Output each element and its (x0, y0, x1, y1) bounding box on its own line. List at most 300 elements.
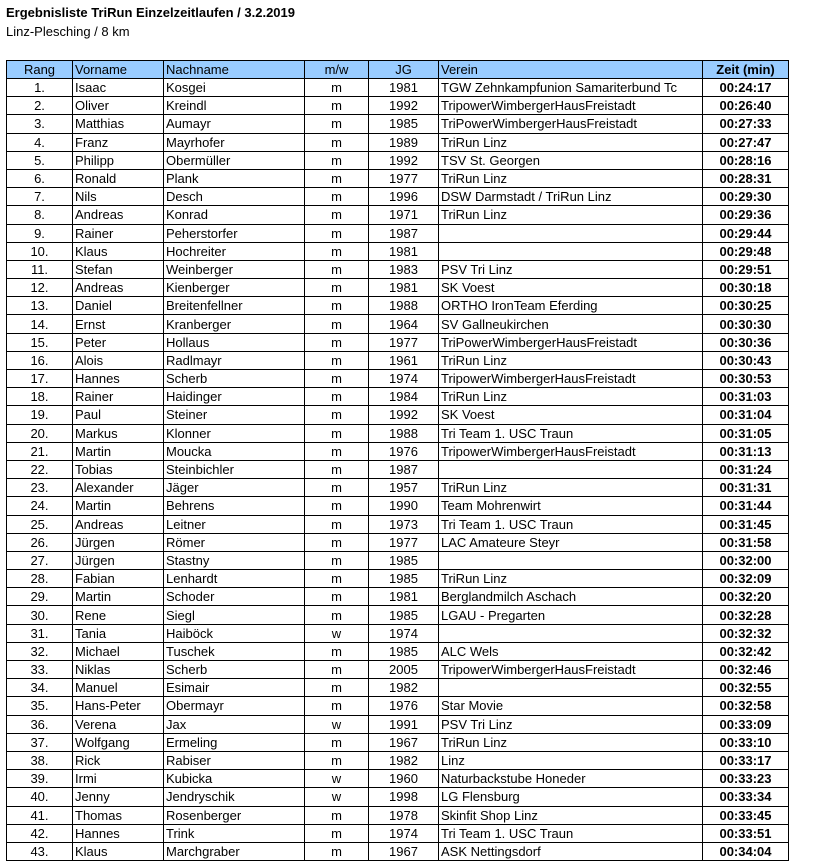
nachname-cell: Aumayr (164, 115, 305, 133)
jahrgang-cell: 1981 (369, 588, 439, 606)
jahrgang-cell: 1974 (369, 824, 439, 842)
rang-cell: 31. (7, 624, 73, 642)
geschlecht-cell: m (305, 824, 369, 842)
vorname-cell: Michael (73, 642, 164, 660)
jahrgang-cell: 1982 (369, 751, 439, 769)
geschlecht-cell: w (305, 788, 369, 806)
nachname-cell: Plank (164, 169, 305, 187)
rang-cell: 3. (7, 115, 73, 133)
zeit-cell: 00:32:42 (703, 642, 789, 660)
geschlecht-cell: w (305, 624, 369, 642)
verein-cell (439, 551, 703, 569)
rang-cell: 25. (7, 515, 73, 533)
rang-cell: 32. (7, 642, 73, 660)
vorname-cell: Rainer (73, 388, 164, 406)
geschlecht-cell: m (305, 806, 369, 824)
geschlecht-cell: m (305, 388, 369, 406)
zeit-cell: 00:33:34 (703, 788, 789, 806)
zeit-cell: 00:29:51 (703, 260, 789, 278)
geschlecht-cell: m (305, 333, 369, 351)
jahrgang-cell: 1982 (369, 679, 439, 697)
jahrgang-cell: 1985 (369, 606, 439, 624)
table-row (7, 97, 789, 115)
nachname-cell: Behrens (164, 497, 305, 515)
geschlecht-cell: m (305, 642, 369, 660)
zeit-cell: 00:31:04 (703, 406, 789, 424)
table-row (7, 370, 789, 388)
vorname-cell: Tobias (73, 460, 164, 478)
jahrgang-cell: 1988 (369, 297, 439, 315)
jahrgang-cell: 1987 (369, 224, 439, 242)
table-row (7, 570, 789, 588)
verein-cell: ALC Wels (439, 642, 703, 660)
vorname-cell: Wolfgang (73, 733, 164, 751)
rang-cell: 8. (7, 206, 73, 224)
table-row (7, 533, 789, 551)
zeit-cell: 00:29:36 (703, 206, 789, 224)
nachname-cell: Stastny (164, 551, 305, 569)
geschlecht-cell: m (305, 370, 369, 388)
geschlecht-cell: m (305, 224, 369, 242)
geschlecht-cell: m (305, 260, 369, 278)
rang-cell: 35. (7, 697, 73, 715)
nachname-cell: Kubicka (164, 770, 305, 788)
nachname-cell: Desch (164, 188, 305, 206)
vorname-cell: Matthias (73, 115, 164, 133)
geschlecht-cell: m (305, 279, 369, 297)
geschlecht-cell: m (305, 115, 369, 133)
zeit-cell: 00:31:58 (703, 533, 789, 551)
jahrgang-cell: 1967 (369, 733, 439, 751)
zeit-cell: 00:31:13 (703, 442, 789, 460)
geschlecht-cell: m (305, 679, 369, 697)
jahrgang-cell: 1991 (369, 715, 439, 733)
jahrgang-cell: 1989 (369, 133, 439, 151)
vorname-cell: Peter (73, 333, 164, 351)
zeit-cell: 00:31:05 (703, 424, 789, 442)
vorname-cell: Jürgen (73, 533, 164, 551)
rang-cell: 24. (7, 497, 73, 515)
vorname-cell: Martin (73, 588, 164, 606)
rang-cell: 41. (7, 806, 73, 824)
verein-cell: Linz (439, 751, 703, 769)
results-body (7, 79, 789, 861)
jahrgang-cell: 1981 (369, 242, 439, 260)
geschlecht-cell: m (305, 297, 369, 315)
vorname-cell: Paul (73, 406, 164, 424)
table-row (7, 606, 789, 624)
verein-cell: TripowerWimbergerHausFreistadt (439, 370, 703, 388)
jahrgang-cell: 1971 (369, 206, 439, 224)
rang-cell: 6. (7, 169, 73, 187)
nachname-cell: Haiböck (164, 624, 305, 642)
nachname-cell: Jäger (164, 479, 305, 497)
nachname-cell: Moucka (164, 442, 305, 460)
zeit-cell: 00:26:40 (703, 97, 789, 115)
jahrgang-cell: 1974 (369, 624, 439, 642)
jahrgang-cell: 2005 (369, 661, 439, 679)
table-row (7, 806, 789, 824)
table-row (7, 733, 789, 751)
geschlecht-cell: m (305, 188, 369, 206)
table-row (7, 788, 789, 806)
geschlecht-cell: m (305, 551, 369, 569)
rang-cell: 38. (7, 751, 73, 769)
table-row (7, 661, 789, 679)
zeit-cell: 00:30:53 (703, 370, 789, 388)
rang-cell: 12. (7, 279, 73, 297)
jahrgang-cell: 1985 (369, 551, 439, 569)
rang-cell: 37. (7, 733, 73, 751)
zeit-cell: 00:33:51 (703, 824, 789, 842)
verein-cell: Berglandmilch Aschach (439, 588, 703, 606)
rang-cell: 30. (7, 606, 73, 624)
table-row (7, 842, 789, 860)
rang-cell: 1. (7, 79, 73, 97)
zeit-cell: 00:32:32 (703, 624, 789, 642)
verein-cell: ASK Nettingsdorf (439, 842, 703, 860)
geschlecht-cell: m (305, 533, 369, 551)
nachname-cell: Jax (164, 715, 305, 733)
header-row (7, 61, 789, 79)
vorname-cell: Irmi (73, 770, 164, 788)
verein-cell (439, 460, 703, 478)
nachname-cell: Kreindl (164, 97, 305, 115)
vorname-cell: Martin (73, 442, 164, 460)
verein-cell (439, 242, 703, 260)
jahrgang-cell: 1977 (369, 169, 439, 187)
vorname-cell: Alexander (73, 479, 164, 497)
jahrgang-cell: 1992 (369, 406, 439, 424)
jahrgang-cell: 1992 (369, 151, 439, 169)
vorname-cell: Rene (73, 606, 164, 624)
geschlecht-cell: m (305, 697, 369, 715)
table-row (7, 679, 789, 697)
rang-cell: 27. (7, 551, 73, 569)
jahrgang-cell: 1981 (369, 79, 439, 97)
jahrgang-cell: 1957 (369, 479, 439, 497)
zeit-cell: 00:30:18 (703, 279, 789, 297)
rang-cell: 21. (7, 442, 73, 460)
vorname-cell: Nils (73, 188, 164, 206)
geschlecht-cell: m (305, 751, 369, 769)
rang-cell: 14. (7, 315, 73, 333)
table-row (7, 460, 789, 478)
jahrgang-cell: 1976 (369, 697, 439, 715)
table-row (7, 624, 789, 642)
table-row (7, 770, 789, 788)
zeit-cell: 00:29:30 (703, 188, 789, 206)
table-row (7, 206, 789, 224)
nachname-cell: Kosgei (164, 79, 305, 97)
table-row (7, 479, 789, 497)
vorname-cell: Martin (73, 497, 164, 515)
geschlecht-cell: m (305, 315, 369, 333)
rang-cell: 19. (7, 406, 73, 424)
rang-cell: 28. (7, 570, 73, 588)
rang-cell: 29. (7, 588, 73, 606)
verein-cell: Star Movie (439, 697, 703, 715)
verein-cell: TriRun Linz (439, 351, 703, 369)
zeit-cell: 00:31:44 (703, 497, 789, 515)
verein-cell: TriPowerWimbergerHausFreistadt (439, 115, 703, 133)
vorname-cell: Andreas (73, 206, 164, 224)
vorname-cell: Oliver (73, 97, 164, 115)
verein-cell: TriRun Linz (439, 570, 703, 588)
verein-cell: PSV Tri Linz (439, 260, 703, 278)
page-subtitle: Linz-Plesching / 8 km (6, 24, 130, 39)
jahrgang-cell: 1973 (369, 515, 439, 533)
nachname-cell: Jendryschik (164, 788, 305, 806)
nachname-cell: Tuschek (164, 642, 305, 660)
vorname-cell: Ronald (73, 169, 164, 187)
zeit-cell: 00:28:31 (703, 169, 789, 187)
geschlecht-cell: m (305, 406, 369, 424)
geschlecht-cell: w (305, 715, 369, 733)
vorname-cell: Isaac (73, 79, 164, 97)
table-row (7, 515, 789, 533)
jahrgang-cell: 1976 (369, 442, 439, 460)
verein-cell: Skinfit Shop Linz (439, 806, 703, 824)
rang-cell: 17. (7, 370, 73, 388)
vorname-cell: Jürgen (73, 551, 164, 569)
verein-cell: TriRun Linz (439, 733, 703, 751)
nachname-cell: Hochreiter (164, 242, 305, 260)
table-row (7, 497, 789, 515)
zeit-cell: 00:31:45 (703, 515, 789, 533)
nachname-cell: Obermüller (164, 151, 305, 169)
table-row (7, 642, 789, 660)
jahrgang-cell: 1984 (369, 388, 439, 406)
jahrgang-cell: 1967 (369, 842, 439, 860)
table-row (7, 133, 789, 151)
zeit-cell: 00:28:16 (703, 151, 789, 169)
jahrgang-cell: 1977 (369, 533, 439, 551)
rang-cell: 7. (7, 188, 73, 206)
nachname-cell: Leitner (164, 515, 305, 533)
nachname-cell: Scherb (164, 370, 305, 388)
nachname-cell: Mayrhofer (164, 133, 305, 151)
rang-cell: 15. (7, 333, 73, 351)
vorname-cell: Rainer (73, 224, 164, 242)
nachname-cell: Ermeling (164, 733, 305, 751)
vorname-cell: Ernst (73, 315, 164, 333)
table-row (7, 79, 789, 97)
vorname-cell: Manuel (73, 679, 164, 697)
verein-cell: DSW Darmstadt / TriRun Linz (439, 188, 703, 206)
geschlecht-cell: m (305, 133, 369, 151)
geschlecht-cell: m (305, 842, 369, 860)
verein-cell: Tri Team 1. USC Traun (439, 824, 703, 842)
header-zeit: Zeit (min) (703, 61, 789, 79)
jahrgang-cell: 1960 (369, 770, 439, 788)
jahrgang-cell: 1998 (369, 788, 439, 806)
zeit-cell: 00:33:09 (703, 715, 789, 733)
nachname-cell: Rosenberger (164, 806, 305, 824)
rang-cell: 43. (7, 842, 73, 860)
verein-cell: SK Voest (439, 279, 703, 297)
geschlecht-cell: m (305, 497, 369, 515)
nachname-cell: Klonner (164, 424, 305, 442)
header-nachname: Nachname (164, 61, 305, 79)
jahrgang-cell: 1985 (369, 570, 439, 588)
table-row (7, 151, 789, 169)
geschlecht-cell: m (305, 424, 369, 442)
verein-cell: Tri Team 1. USC Traun (439, 424, 703, 442)
geschlecht-cell: m (305, 606, 369, 624)
jahrgang-cell: 1992 (369, 97, 439, 115)
rang-cell: 13. (7, 297, 73, 315)
geschlecht-cell: m (305, 661, 369, 679)
vorname-cell: Hannes (73, 824, 164, 842)
verein-cell (439, 679, 703, 697)
zeit-cell: 00:30:36 (703, 333, 789, 351)
nachname-cell: Haidinger (164, 388, 305, 406)
nachname-cell: Esimair (164, 679, 305, 697)
verein-cell: TSV St. Georgen (439, 151, 703, 169)
zeit-cell: 00:33:23 (703, 770, 789, 788)
verein-cell: LGAU - Pregarten (439, 606, 703, 624)
zeit-cell: 00:32:55 (703, 679, 789, 697)
table-row (7, 551, 789, 569)
vorname-cell: Thomas (73, 806, 164, 824)
table-row (7, 224, 789, 242)
zeit-cell: 00:33:10 (703, 733, 789, 751)
zeit-cell: 00:30:43 (703, 351, 789, 369)
verein-cell: ORTHO IronTeam Eferding (439, 297, 703, 315)
nachname-cell: Steinbichler (164, 460, 305, 478)
jahrgang-cell: 1981 (369, 279, 439, 297)
table-row (7, 260, 789, 278)
table-row (7, 424, 789, 442)
zeit-cell: 00:34:04 (703, 842, 789, 860)
jahrgang-cell: 1987 (369, 460, 439, 478)
header-rang: Rang (7, 61, 73, 79)
geschlecht-cell: m (305, 151, 369, 169)
zeit-cell: 00:32:28 (703, 606, 789, 624)
table-row (7, 297, 789, 315)
nachname-cell: Weinberger (164, 260, 305, 278)
zeit-cell: 00:31:24 (703, 460, 789, 478)
jahrgang-cell: 1990 (369, 497, 439, 515)
table-row (7, 751, 789, 769)
vorname-cell: Verena (73, 715, 164, 733)
zeit-cell: 00:29:48 (703, 242, 789, 260)
vorname-cell: Alois (73, 351, 164, 369)
table-row (7, 315, 789, 333)
vorname-cell: Stefan (73, 260, 164, 278)
table-row (7, 715, 789, 733)
vorname-cell: Hannes (73, 370, 164, 388)
rang-cell: 23. (7, 479, 73, 497)
table-row (7, 588, 789, 606)
vorname-cell: Philipp (73, 151, 164, 169)
vorname-cell: Jenny (73, 788, 164, 806)
zeit-cell: 00:30:25 (703, 297, 789, 315)
nachname-cell: Peherstorfer (164, 224, 305, 242)
table-row (7, 351, 789, 369)
geschlecht-cell: m (305, 442, 369, 460)
table-row (7, 279, 789, 297)
geschlecht-cell: m (305, 479, 369, 497)
geschlecht-cell: m (305, 515, 369, 533)
results-table (6, 60, 789, 861)
rang-cell: 33. (7, 661, 73, 679)
verein-cell: TriRun Linz (439, 133, 703, 151)
rang-cell: 9. (7, 224, 73, 242)
rang-cell: 42. (7, 824, 73, 842)
verein-cell: Team Mohrenwirt (439, 497, 703, 515)
nachname-cell: Hollaus (164, 333, 305, 351)
verein-cell: SV Gallneukirchen (439, 315, 703, 333)
nachname-cell: Breitenfellner (164, 297, 305, 315)
verein-cell: TriPowerWimbergerHausFreistadt (439, 333, 703, 351)
page-title: Ergebnisliste TriRun Einzelzeitlaufen / 3.2.2019 (6, 5, 295, 20)
verein-cell: TriRun Linz (439, 206, 703, 224)
rang-cell: 4. (7, 133, 73, 151)
table-row (7, 388, 789, 406)
header-verein: Verein (439, 61, 703, 79)
rang-cell: 26. (7, 533, 73, 551)
zeit-cell: 00:32:46 (703, 661, 789, 679)
vorname-cell: Klaus (73, 842, 164, 860)
geschlecht-cell: m (305, 97, 369, 115)
table-row (7, 406, 789, 424)
rang-cell: 2. (7, 97, 73, 115)
jahrgang-cell: 1964 (369, 315, 439, 333)
nachname-cell: Marchgraber (164, 842, 305, 860)
jahrgang-cell: 1961 (369, 351, 439, 369)
table-row (7, 333, 789, 351)
geschlecht-cell: m (305, 460, 369, 478)
nachname-cell: Radlmayr (164, 351, 305, 369)
zeit-cell: 00:31:31 (703, 479, 789, 497)
jahrgang-cell: 1977 (369, 333, 439, 351)
vorname-cell: Fabian (73, 570, 164, 588)
verein-cell: TripowerWimbergerHausFreistadt (439, 661, 703, 679)
verein-cell (439, 224, 703, 242)
verein-cell: PSV Tri Linz (439, 715, 703, 733)
zeit-cell: 00:33:17 (703, 751, 789, 769)
vorname-cell: Andreas (73, 515, 164, 533)
nachname-cell: Lenhardt (164, 570, 305, 588)
geschlecht-cell: m (305, 351, 369, 369)
rang-cell: 5. (7, 151, 73, 169)
zeit-cell: 00:29:44 (703, 224, 789, 242)
rang-cell: 39. (7, 770, 73, 788)
verein-cell: SK Voest (439, 406, 703, 424)
geschlecht-cell: m (305, 570, 369, 588)
rang-cell: 36. (7, 715, 73, 733)
verein-cell: Naturbackstube Honeder (439, 770, 703, 788)
nachname-cell: Trink (164, 824, 305, 842)
nachname-cell: Römer (164, 533, 305, 551)
geschlecht-cell: m (305, 588, 369, 606)
header-geschlecht: m/w (305, 61, 369, 79)
geschlecht-cell: m (305, 733, 369, 751)
vorname-cell: Daniel (73, 297, 164, 315)
jahrgang-cell: 1988 (369, 424, 439, 442)
vorname-cell: Tania (73, 624, 164, 642)
nachname-cell: Obermayr (164, 697, 305, 715)
jahrgang-cell: 1985 (369, 642, 439, 660)
verein-cell (439, 624, 703, 642)
table-row (7, 188, 789, 206)
nachname-cell: Schoder (164, 588, 305, 606)
rang-cell: 40. (7, 788, 73, 806)
vorname-cell: Hans-Peter (73, 697, 164, 715)
zeit-cell: 00:32:00 (703, 551, 789, 569)
